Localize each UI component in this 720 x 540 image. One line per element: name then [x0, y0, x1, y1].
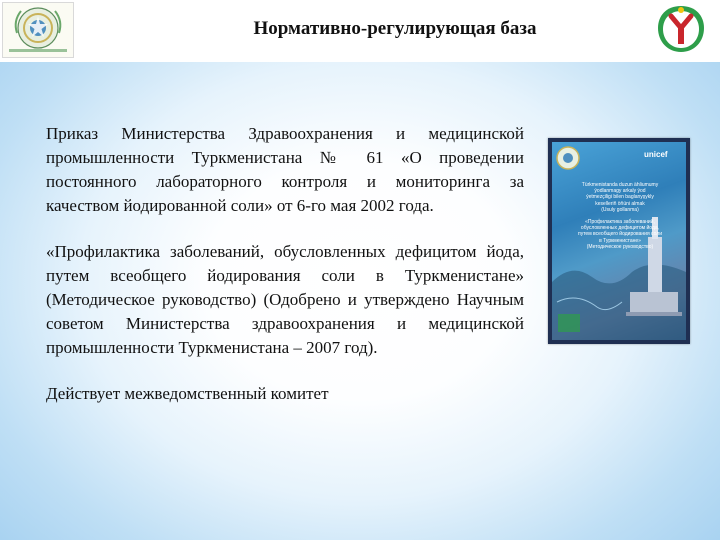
- cover-line: Türkmenistanda duzun ähliumumy: [581, 182, 659, 188]
- cover-line: ýetmezçiligi bilen baglanyşykly: [586, 194, 654, 201]
- cover-line: в Туркменистане»: [599, 237, 641, 244]
- book-cover: [552, 142, 686, 340]
- cover-title-block: [564, 182, 676, 250]
- cover-line: (Методическое руководство): [586, 243, 654, 250]
- page-title: Нормативно-регулирующая база: [253, 18, 537, 39]
- health-organization-logo: [648, 2, 714, 56]
- unicef-logo: unicef: [644, 150, 668, 159]
- header-bar: [0, 0, 720, 62]
- committee-paragraph: Действует межведомственный комитет: [46, 384, 329, 403]
- cover-line: «Профилактика заболеваний,: [585, 219, 655, 226]
- methodical-guide-paragraph: «Профилактика заболеваний, обусловленных дефицитом йода, путем всеобщего йодирования соли в Туркменистане» (Методическое руководство) (Одобрено и утверждено Научным советом Министерства здравоохранения и медицинской промышленности Туркменистана – 2007 год).: [46, 242, 524, 357]
- cover-line: ýodlanmagy arkaly ýod: [594, 188, 646, 195]
- cover-line: обусловленных дефицитом йода,: [580, 225, 660, 232]
- book-cover-image: [548, 138, 690, 344]
- decree-paragraph: Приказ Министерства Здравоохранения и медицинской промышленности Туркменистана № 61 «О проведении постоянного лабораторного контроля и мониторинга за качеством йодированной соли» от 6-го мая 2002 года.: [46, 124, 524, 215]
- ministry-emblem-logo: [2, 2, 74, 58]
- main-text-block: [46, 122, 524, 406]
- emblem-icon: [3, 3, 73, 57]
- cover-line: путем всеобщего йодирования соли: [577, 231, 662, 238]
- health-emblem-icon: [648, 2, 714, 56]
- cover-line: keselleriň öňüni almak: [595, 200, 645, 207]
- cover-line: (Usuly gollanma): [601, 206, 639, 213]
